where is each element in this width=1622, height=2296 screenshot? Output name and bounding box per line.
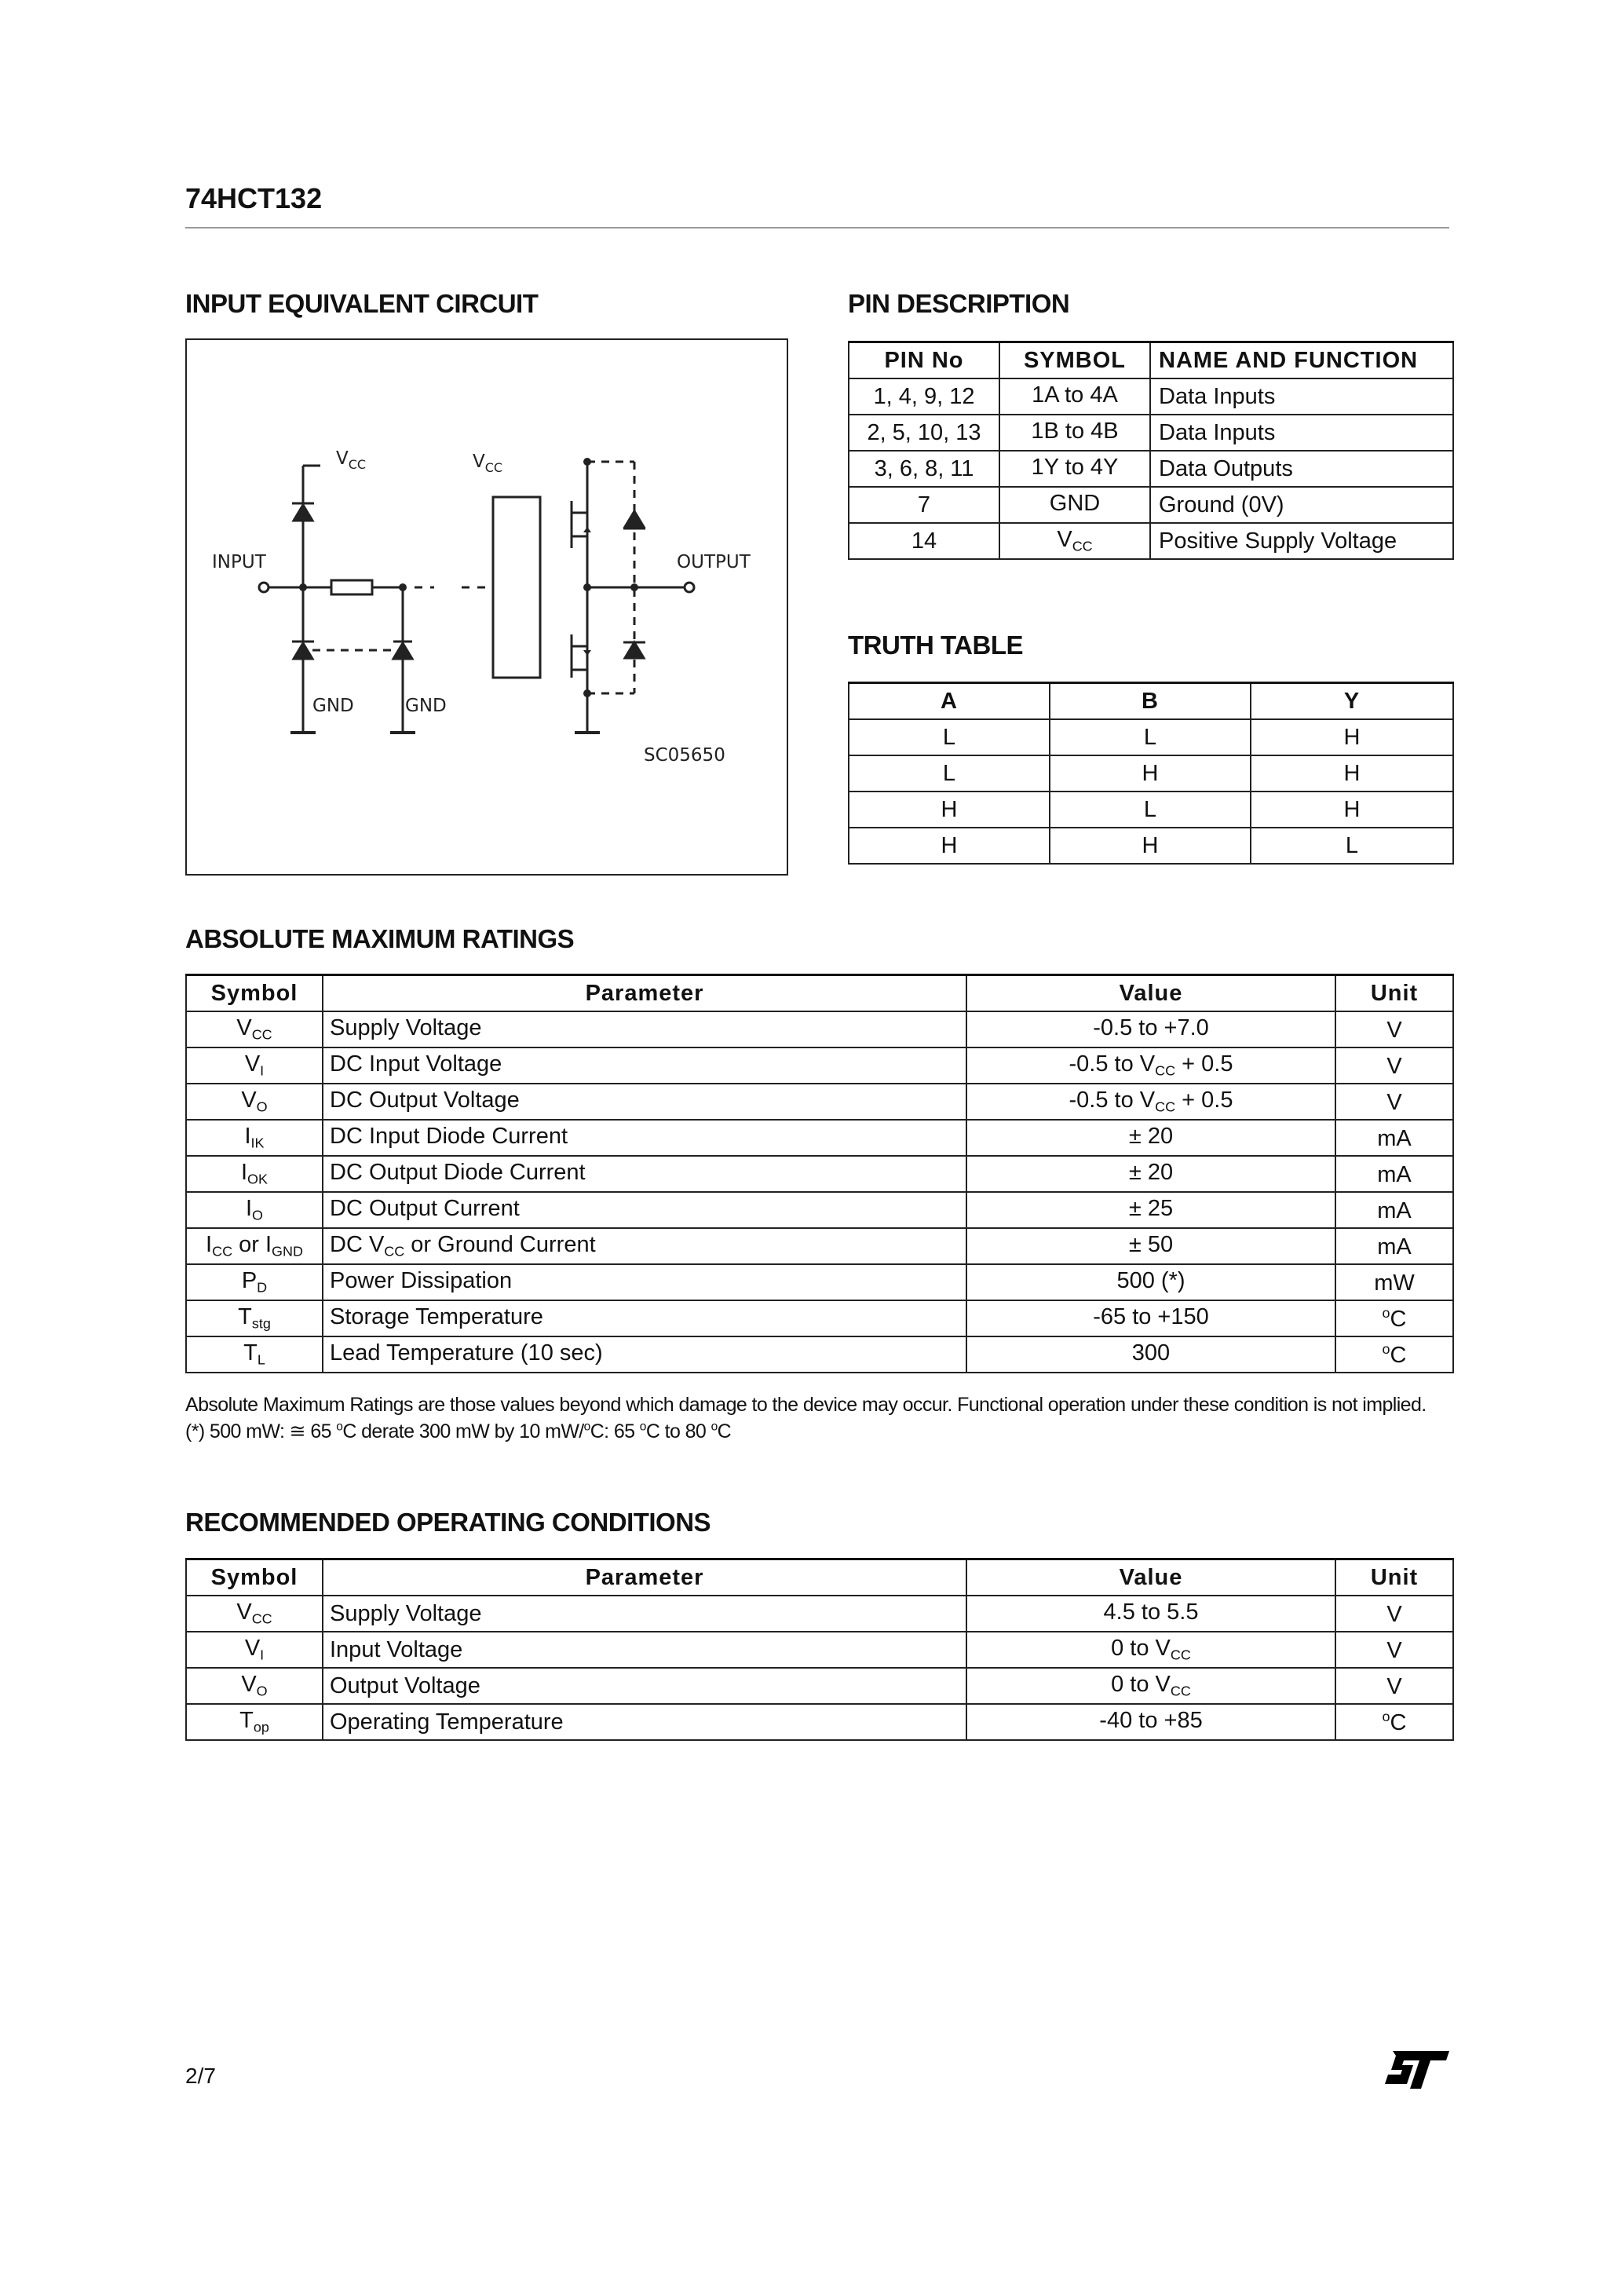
value-cell: 4.5 to 5.5 [966,1596,1335,1632]
abs-max-note: Absolute Maximum Ratings are those values beyond which damage to the device may occur. Functional operation under these condition is not implied. [185,1394,1427,1416]
vcc-label-left: $V_{CC}$ [336,448,367,472]
parameter-cell: DC Input Diode Current [323,1120,966,1156]
input-label: INPUT [212,552,266,572]
parameter-cell: Power Dissipation [323,1264,966,1300]
vcc-label-right: $V_{CC}$ [473,452,503,475]
unit-cell: mA [1335,1156,1453,1192]
gnd-label-left: GND [312,696,354,716]
gnd-label-right: GND [405,696,447,716]
symbol-cell: 1Y to 4Y [999,451,1150,487]
parameter-cell: DC Output Current [323,1192,966,1228]
value-cell: 500 (*) [966,1264,1335,1300]
symbol-cell: 1B to 4B [999,415,1150,451]
table-row [186,1047,1453,1084]
pin-cell: 14 [849,523,999,559]
value-cell: ± 25 [966,1192,1335,1228]
column-header: Value [966,975,1335,1012]
pin-cell: 7 [849,487,999,523]
parameter-cell: Operating Temperature [323,1704,966,1740]
column-header: Unit [1335,1559,1453,1596]
unit-cell: V [1335,1047,1453,1084]
column-header: Unit [1335,975,1453,1012]
pin-cell: 3, 6, 8, 11 [849,451,999,487]
table-row [849,719,1453,755]
value-cell: -0.5 to +7.0 [966,1011,1335,1047]
figure-code: SC05650 [644,745,725,766]
symbol-cell: $T_{op}$ [186,1704,323,1740]
pin-cell: 2, 5, 10, 13 [849,415,999,451]
name-cell: Positive Supply Voltage [1150,523,1453,559]
table-row [849,523,1453,559]
parameter-cell: DC Output Diode Current [323,1156,966,1192]
column-header: SYMBOL [999,342,1150,379]
cell-y: L [1251,828,1453,864]
symbol-cell: 1A to 4A [999,378,1150,415]
symbol-cell: $V_{CC}$ [186,1596,323,1632]
power-derating-note: (*) 500 mW: ≅ 65 $^o$C derate 300 mW by 10 mW/$^o$C: 65 $^o$C to 80 $^o$C [185,1420,732,1442]
parameter-cell: Storage Temperature [323,1300,966,1336]
name-cell: Data Inputs [1150,415,1453,451]
value-cell: -65 to +150 [966,1300,1335,1336]
symbol-cell: $I_{IK}$ [186,1120,323,1156]
value-cell: -40 to +85 [966,1704,1335,1740]
rec-op-title: RECOMMENDED OPERATING CONDITIONS [185,1508,711,1537]
parameter-cell: Lead Temperature (10 sec) [323,1336,966,1373]
table-row [849,792,1453,828]
cell-a: H [849,792,1050,828]
unit-cell: mW [1335,1264,1453,1300]
table-row [186,1228,1453,1264]
symbol-cell: $V_O$ [186,1668,323,1704]
cell-b: H [1050,828,1251,864]
table-row [186,1011,1453,1047]
cell-b: L [1050,719,1251,755]
table-row [186,1084,1453,1120]
cell-a: L [849,719,1050,755]
unit-cell: $^o$C [1335,1336,1453,1373]
parameter-cell: Supply Voltage [323,1011,966,1047]
table-header-row [849,342,1453,379]
unit-cell: mA [1335,1192,1453,1228]
input-equivalent-circuit [185,338,788,876]
value-cell: -0.5 to $V_{CC} + 0.5$ [966,1047,1335,1084]
abs-max-title: ABSOLUTE MAXIMUM RATINGS [185,924,575,953]
symbol-cell: $V_{CC}$ [999,523,1150,559]
pin-description-title: PIN DESCRIPTION [848,289,1070,318]
cell-b: H [1050,755,1251,792]
cell-y: H [1251,755,1453,792]
parameter-cell: Output Voltage [323,1668,966,1704]
document-title: 74HCT132 [185,182,323,214]
column-header: B [1050,683,1251,720]
unit-cell: V [1335,1011,1453,1047]
table-row [186,1336,1453,1373]
rec-op-table [185,1558,1454,1741]
parameter-cell: Supply Voltage [323,1596,966,1632]
cell-a: L [849,755,1050,792]
table-row [849,487,1453,523]
symbol-cell: $I_{CC}$ or $I_{GND}$ [186,1228,323,1264]
column-header: Symbol [186,975,323,1012]
symbol-cell: $V_{CC}$ [186,1011,323,1047]
unit-cell: $^o$C [1335,1704,1453,1740]
column-header: NAME AND FUNCTION [1150,342,1453,379]
pin-description-table [848,341,1454,560]
column-header: PIN No [849,342,999,379]
value-cell: -0.5 to $V_{CC} + 0.5$ [966,1084,1335,1120]
unit-cell: V [1335,1084,1453,1120]
column-header: A [849,683,1050,720]
table-row [186,1120,1453,1156]
unit-cell: $^o$C [1335,1300,1453,1336]
unit-cell: mA [1335,1228,1453,1264]
parameter-cell: DC $V_{CC}$ or Ground Current [323,1228,966,1264]
table-row [186,1632,1453,1668]
symbol-cell: $T_L$ [186,1336,323,1373]
table-row [186,1264,1453,1300]
symbol-cell: $I_{OK}$ [186,1156,323,1192]
truth-table-title: TRUTH TABLE [848,631,1024,660]
unit-cell: mA [1335,1120,1453,1156]
parameter-cell: DC Input Voltage [323,1047,966,1084]
value-cell: ± 20 [966,1120,1335,1156]
symbol-cell: $V_I$ [186,1632,323,1668]
truth-table [848,682,1454,865]
table-row [849,415,1453,451]
symbol-cell: $V_O$ [186,1084,323,1120]
table-header-row [186,1559,1453,1596]
parameter-cell: Input Voltage [323,1632,966,1668]
table-row [849,378,1453,415]
column-header: Y [1251,683,1453,720]
page-number: 2/7 [185,2064,216,2088]
table-row [849,755,1453,792]
unit-cell: V [1335,1668,1453,1704]
symbol-cell: $T_{stg}$ [186,1300,323,1336]
table-header-row [849,683,1453,720]
unit-cell: V [1335,1596,1453,1632]
table-row [186,1596,1453,1632]
name-cell: Data Inputs [1150,378,1453,415]
column-header: Parameter [323,975,966,1012]
table-row [849,451,1453,487]
name-cell: Ground (0V) [1150,487,1453,523]
unit-cell: V [1335,1632,1453,1668]
column-header: Symbol [186,1559,323,1596]
circuit-diagram [187,340,790,877]
table-row [186,1668,1453,1704]
st-logo-icon [1385,2049,1451,2094]
table-row [849,828,1453,864]
table-row [186,1300,1453,1336]
value-cell: 300 [966,1336,1335,1373]
name-cell: Data Outputs [1150,451,1453,487]
header-divider [185,227,1449,229]
table-row [186,1156,1453,1192]
symbol-cell: GND [999,487,1150,523]
symbol-cell: $V_I$ [186,1047,323,1084]
cell-b: L [1050,792,1251,828]
symbol-cell: $I_O$ [186,1192,323,1228]
abs-max-table [185,974,1454,1373]
st-logo-graphic [1385,2049,1451,2090]
table-row [186,1192,1453,1228]
value-cell: ± 20 [966,1156,1335,1192]
input-circuit-title: INPUT EQUIVALENT CIRCUIT [185,289,539,318]
pin-cell: 1, 4, 9, 12 [849,378,999,415]
column-header: Parameter [323,1559,966,1596]
value-cell: ± 50 [966,1228,1335,1264]
cell-a: H [849,828,1050,864]
value-cell: 0 to $V_{CC}$ [966,1632,1335,1668]
cell-y: H [1251,719,1453,755]
table-row [186,1704,1453,1740]
symbol-cell: $P_D$ [186,1264,323,1300]
table-header-row [186,975,1453,1012]
value-cell: 0 to $V_{CC}$ [966,1668,1335,1704]
cell-y: H [1251,792,1453,828]
parameter-cell: DC Output Voltage [323,1084,966,1120]
output-label: OUTPUT [677,552,751,572]
column-header: Value [966,1559,1335,1596]
